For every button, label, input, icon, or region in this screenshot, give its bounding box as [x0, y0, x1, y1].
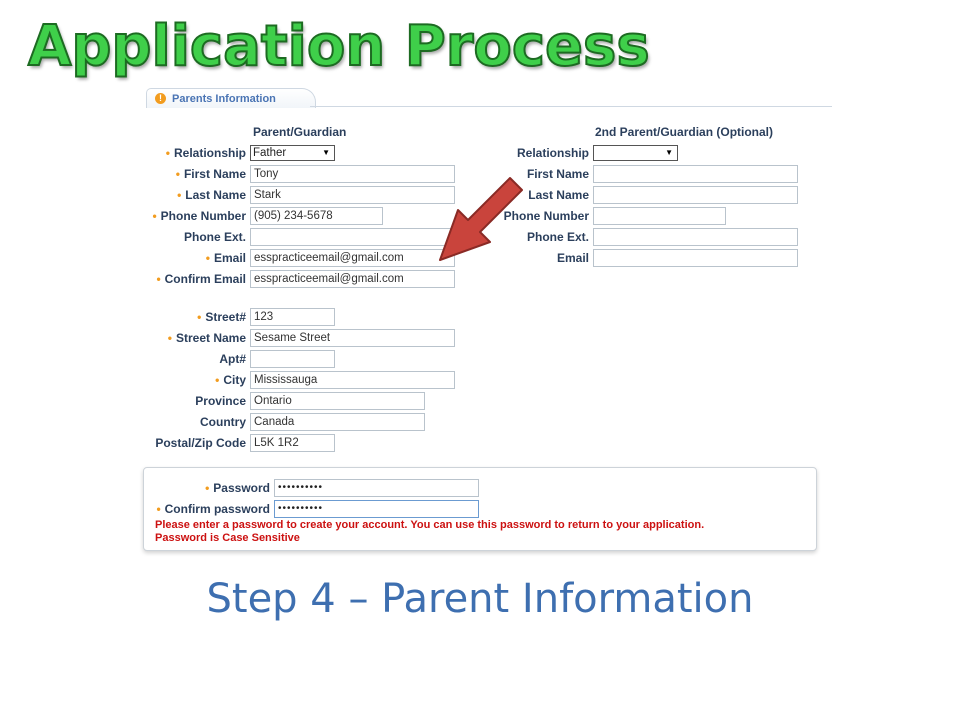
street-name-field[interactable]: Sesame Street — [250, 329, 455, 347]
apt-label: Apt# — [219, 352, 246, 366]
parent2-last-name-field[interactable] — [593, 186, 798, 204]
password-field[interactable]: •••••••••• — [274, 479, 479, 497]
parent2-relationship-select[interactable] — [593, 145, 678, 161]
tab-label: Parents Information — [172, 92, 276, 105]
confirm-email-field[interactable]: esspracticeemail@gmail.com — [250, 270, 455, 288]
postal-code-field[interactable]: L5K 1R2 — [250, 434, 335, 452]
parent2-email-label: Email — [556, 251, 589, 265]
phone-number-field[interactable]: (905) 234-5678 — [250, 207, 383, 225]
confirm-password-label: • Confirm password — [156, 502, 270, 516]
parent2-heading: 2nd Parent/Guardian (Optional) — [595, 125, 774, 139]
city-field[interactable]: Mississauga — [250, 371, 455, 389]
parent2-phone-number-field[interactable] — [593, 207, 726, 225]
first-name-field[interactable]: Tony — [250, 165, 455, 183]
parent2-phone-ext-label: Phone Ext. — [526, 230, 589, 244]
last-name-label: • Last Name — [177, 188, 246, 202]
confirm-email-label: • Confirm Email — [156, 272, 246, 286]
pointer-arrow-icon — [418, 176, 528, 272]
dropdown-arrow-icon: ▼ — [322, 148, 330, 157]
first-name-label: • First Name — [175, 167, 246, 181]
street-number-field[interactable]: 123 — [250, 308, 335, 326]
password-notice: Please enter a password to create your account. You can use this password to return to your application. — [155, 519, 705, 531]
parent2-last-name-label: Last Name — [528, 188, 589, 202]
parent2-relationship-label: Relationship — [516, 146, 589, 160]
parent2-first-name-field[interactable] — [593, 165, 798, 183]
city-label: • City — [215, 373, 246, 387]
slide-caption: Step 4 – Parent Information — [206, 576, 754, 622]
tab-divider — [310, 106, 832, 107]
tab-parents-information[interactable] — [146, 88, 316, 108]
email-label: • Email — [205, 251, 246, 265]
relationship-label: • Relationship — [165, 146, 246, 160]
dropdown-arrow-icon: ▼ — [665, 148, 673, 157]
street-name-label: • Street Name — [167, 331, 246, 345]
confirm-password-field[interactable]: •••••••••• — [274, 500, 479, 518]
last-name-field[interactable]: Stark — [250, 186, 455, 204]
phone-ext-label: Phone Ext. — [183, 230, 246, 244]
parent2-phone-ext-field[interactable] — [593, 228, 798, 246]
email-field[interactable]: esspracticeemail@gmail.com — [250, 249, 455, 267]
apt-field[interactable] — [250, 350, 335, 368]
parent2-phone-number-label: Phone Number — [503, 209, 589, 223]
postal-code-label: Postal/Zip Code — [155, 436, 246, 450]
province-label: Province — [195, 394, 246, 408]
phone-number-label: • Phone Number — [152, 209, 246, 223]
parent2-email-field[interactable] — [593, 249, 798, 267]
case-sensitive-notice: Password is Case Sensitive — [155, 532, 300, 544]
info-icon: ! — [155, 93, 166, 104]
password-label: • Password — [205, 481, 270, 495]
slide-title: Application Process — [28, 14, 650, 79]
province-field[interactable]: Ontario — [250, 392, 425, 410]
country-field[interactable]: Canada — [250, 413, 425, 431]
street-number-label: • Street# — [197, 310, 246, 324]
country-label: Country — [200, 415, 246, 429]
parent2-first-name-label: First Name — [526, 167, 589, 181]
relationship-select[interactable]: Father ▼ — [250, 145, 335, 161]
parent1-heading: Parent/Guardian — [253, 125, 347, 139]
